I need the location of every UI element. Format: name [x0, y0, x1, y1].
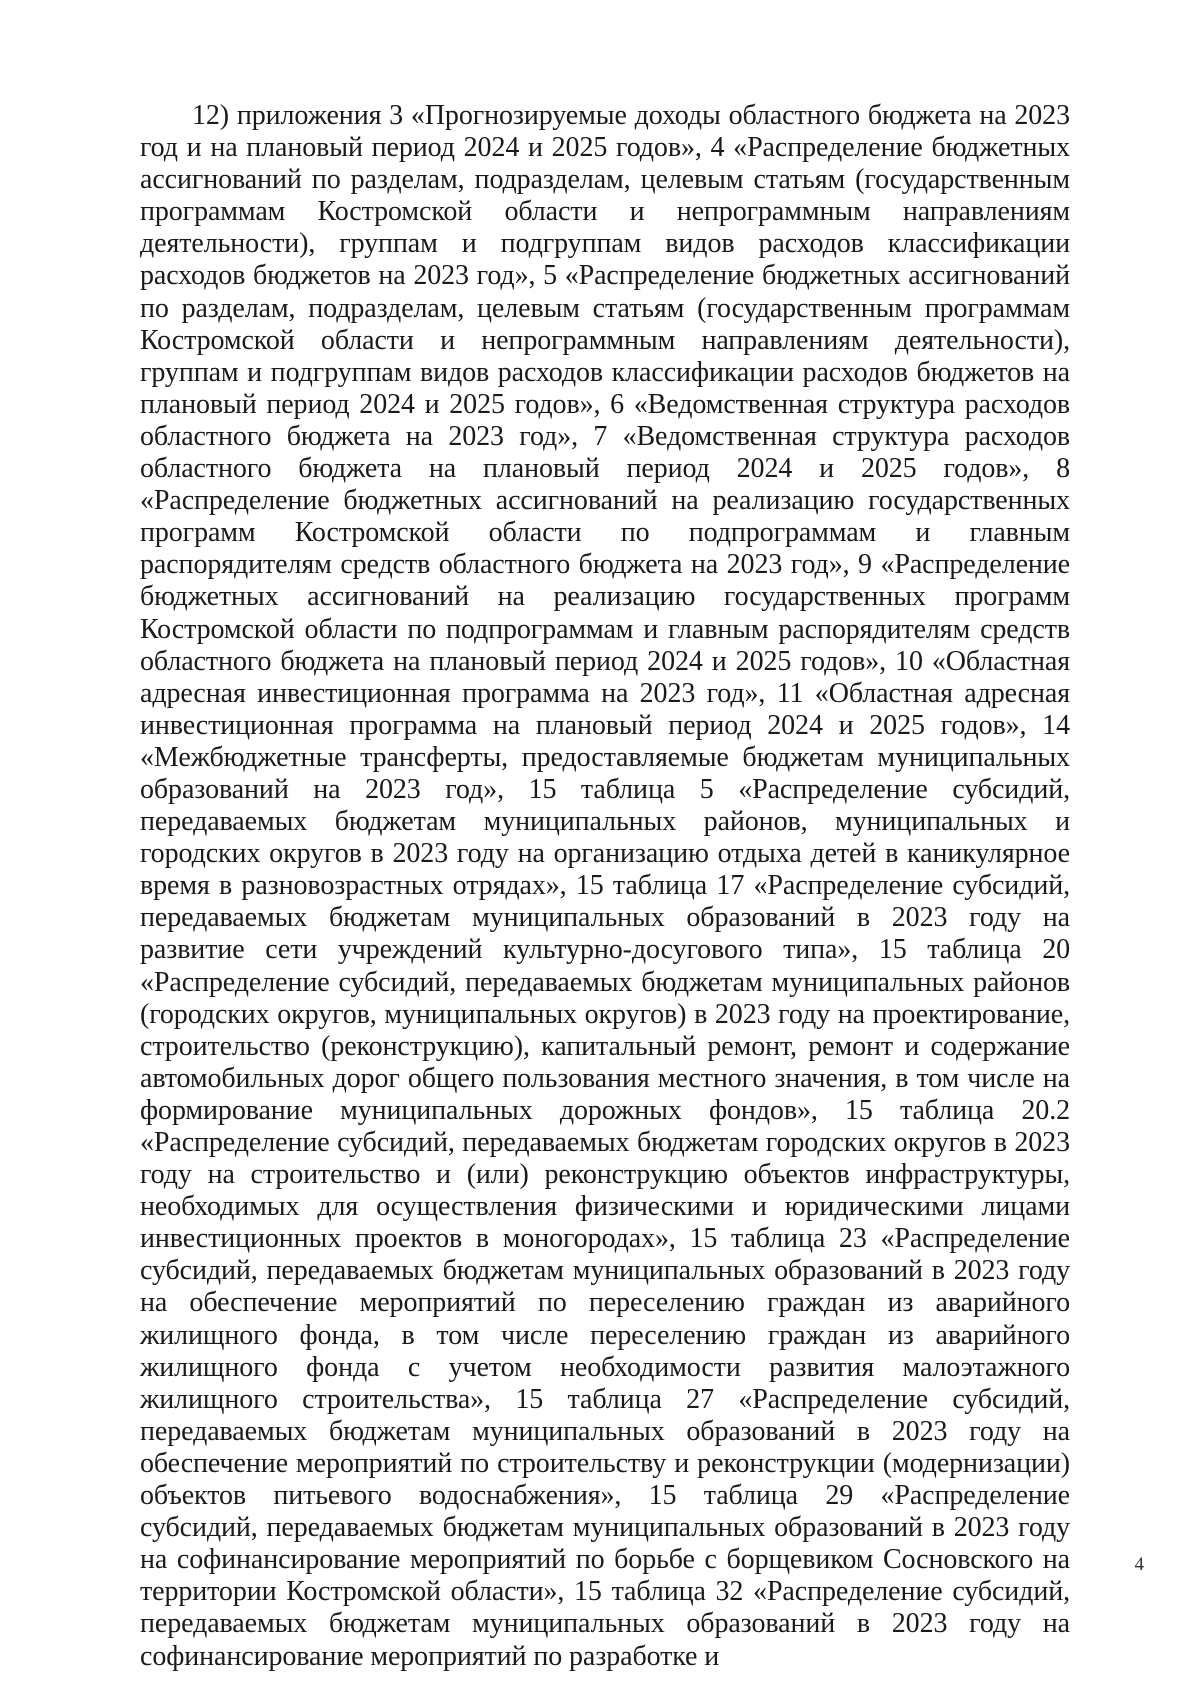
page-number: 4 — [1134, 1554, 1144, 1575]
body-paragraph: 12) приложения 3 «Прогнозируемые доходы областного бюджета на 2023 год и на плановый период 2024 и 2025 годов», 4 «Распределение бюджетных ассигнований по разделам, подразделам, целевым статьям (государственным программам Костромской области и непрограммным направлениям деятельности), группам и подгруппам видов расходов классификации расходов бюджетов на 2023 год», 5 «Распределение бюджетных ассигнований по разделам, подразделам, целевым статьям (государственным программам Костромской области и непрограммным направлениям деятельности), группам и подгруппам видов расходов классификации расходов бюджетов на плановый период 2024 и 2025 годов», 6 «Ведомственная структура расходов областного бюджета на 2023 год», 7 «Ведомственная структура расходов областного бюджета на плановый период 2024 и 2025 годов», 8 «Распределение бюджетных ассигнований на реализацию государственных программ Костромской области по подпрограммам и главным распорядителям средств областного бюджета на 2023 год», 9 «Распределение бюджетных ассигнований на реализацию государственных программ Костромской области по подпрограммам и главным распорядителям средств областного бюджета на плановый период 2024 и 2025 годов», 10 «Областная адресная инвестиционная программа на 2023 год», 11 «Областная адресная инвестиционная программа на плановый период 2024 и 2025 годов», 14 «Межбюджетные трансферты, предоставляемые бюджетам муниципальных образований на 2023 год», 15 таблица 5 «Распределение субсидий, передаваемых бюджетам муниципальных районов, муниципальных и городских округов в 2023 году на организацию отдыха детей в каникулярное время в разновозрастных отрядах», 15 таблица 17 «Распределение субсидий, передаваемых бюджетам муниципальных образований в 2023 году на развитие сети учреждений культурно-досугового типа», 15 таблица 20 «Распределение субсидий, передаваемых бюджетам муниципальных районов (городских округов, муниципальных округов) в 2023 году на проектирование, строительство (реконструкцию), капитальный ремонт, ремонт и содержание автомобильных дорог общего пользования местного значения, в том числе на формирование муниципальных дорожных фондов», 15 таблица 20.2 «Распределение субсидий, передаваемых бюджетам городских округов в 2023 году на строительство и (или) реконструкцию объектов инфраструктуры, необходимых для осуществления физическими и юридическими лицами инвестиционных проектов в моногородах», 15 таблица 23 «Распределение субсидий, передаваемых бюджетам муниципальных образований в 2023 году на обеспечение мероприятий по переселению граждан из аварийного жилищного фонда, в том числе переселению граждан из аварийного жилищного фонда с учетом необходимости развития малоэтажного жилищного строительства», 15 таблица 27 «Распределение субсидий, передаваемых бюджетам муниципальных образований в 2023 году на обеспечение мероприятий по строительству и реконструкции (модернизации) объектов питьевого водоснабжения», 15 таблица 29 «Распределение субсидий, передаваемых бюджетам муниципальных образований в 2023 году на софинансирование мероприятий по борьбе с борщевиком Сосновского на территории Костромской области», 15 таблица 32 «Распределение субсидий, передаваемых бюджетам муниципальных образований в 2023 году на софинансирование мероприятий по разработке и — [140, 100, 1070, 1672]
